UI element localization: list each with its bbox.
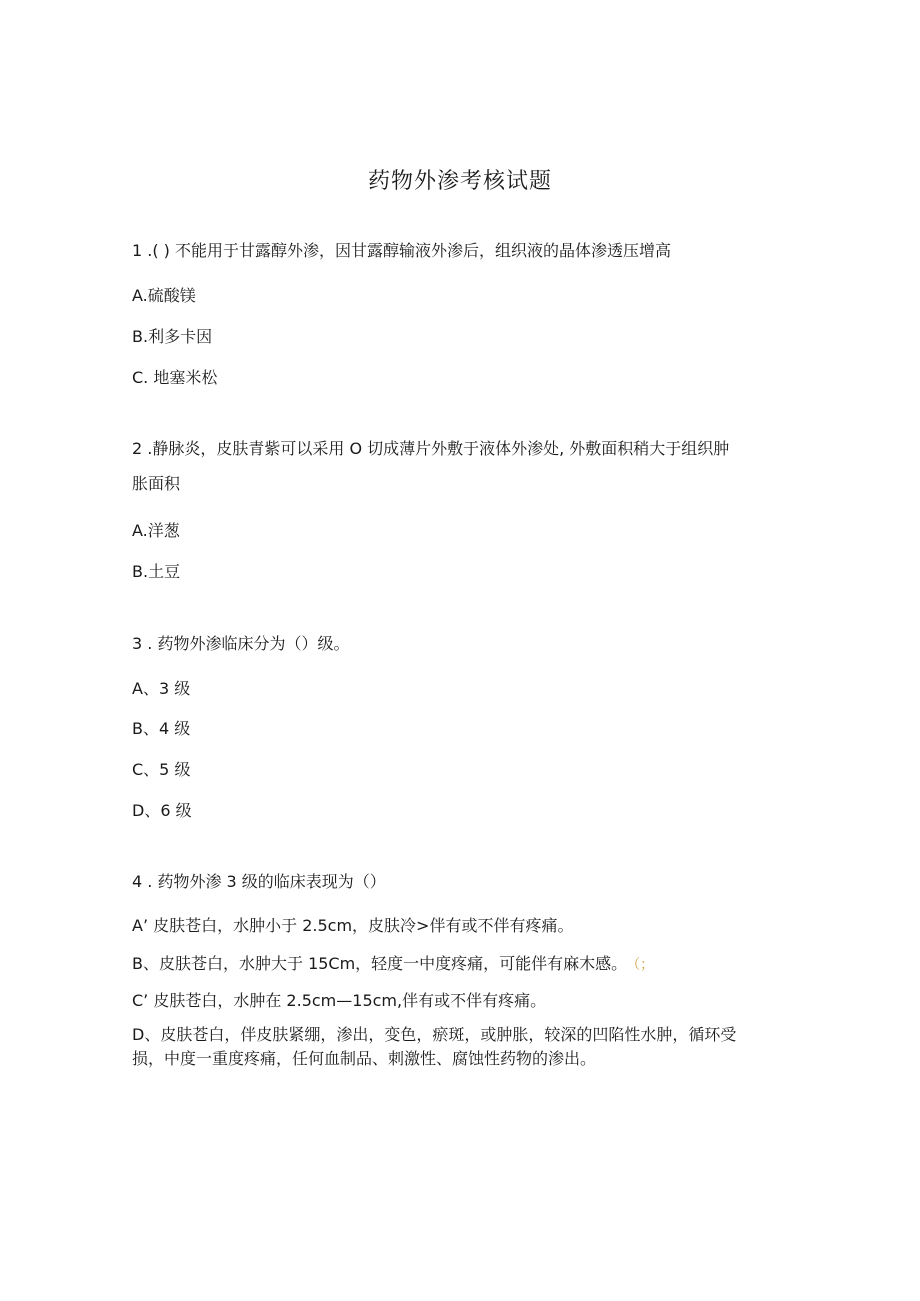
question-4-stem: 4 . 药物外渗 3 级的临床表现为（） [132,872,386,891]
question-4-option-b: B、皮肤苍白，水肿大于 15Cm，轻度一中度疼痛，可能伴有麻木感。 [132,954,628,973]
question-3-option-c: C、5 级 [132,760,191,779]
question-1-stem: 1 .( ) 不能用于甘露醇外渗，因甘露醇输液外渗后，组织液的晶体渗透压增高 [132,241,672,260]
question-2-stem: 2 .静脉炎，皮肤青紫可以采用 O 切成薄片外敷于液体外渗处, 外敷面积稍大于组织肿 [132,439,730,458]
question-2-stem-continued: 胀面积 [132,474,181,493]
question-3-option-b: B、4 级 [132,719,191,738]
question-4-option-b-row [132,952,654,977]
question-3-stem: 3 . 药物外渗临床分为（）级。 [132,634,350,653]
question-1-option-c: C. 地塞米松 [132,368,218,387]
margin-mark: （； [633,957,655,973]
question-4-option-c: C’ 皮肤苍白，水肿在 2.5cm—15cm,伴有或不伴有疼痛。 [132,991,547,1010]
question-4-option-d: D、皮肤苍白，伴皮肤紧绷，渗出，变色，瘀斑，或肿胀，较深的凹陷性水肿，循环受 [132,1025,737,1044]
question-4-option-a: A’ 皮肤苍白，水肿小于 2.5cm，皮肤冷>伴有或不伴有疼痛。 [132,916,574,935]
question-3-option-a: A、3 级 [132,679,191,698]
question-1-option-a: A.硫酸镁 [132,286,196,305]
question-4-option-d-continued: 损，中度一重度疼痛，任何血制品、刺激性、腐蚀性药物的渗出。 [132,1049,597,1068]
question-2-option-a: A.洋葱 [132,521,180,540]
page-title: 药物外渗考核试题 [367,169,552,194]
question-2-option-b: B.土豆 [132,562,181,581]
question-1-option-b: B.利多卡因 [132,327,213,346]
question-3-option-d: D、6 级 [132,801,192,820]
